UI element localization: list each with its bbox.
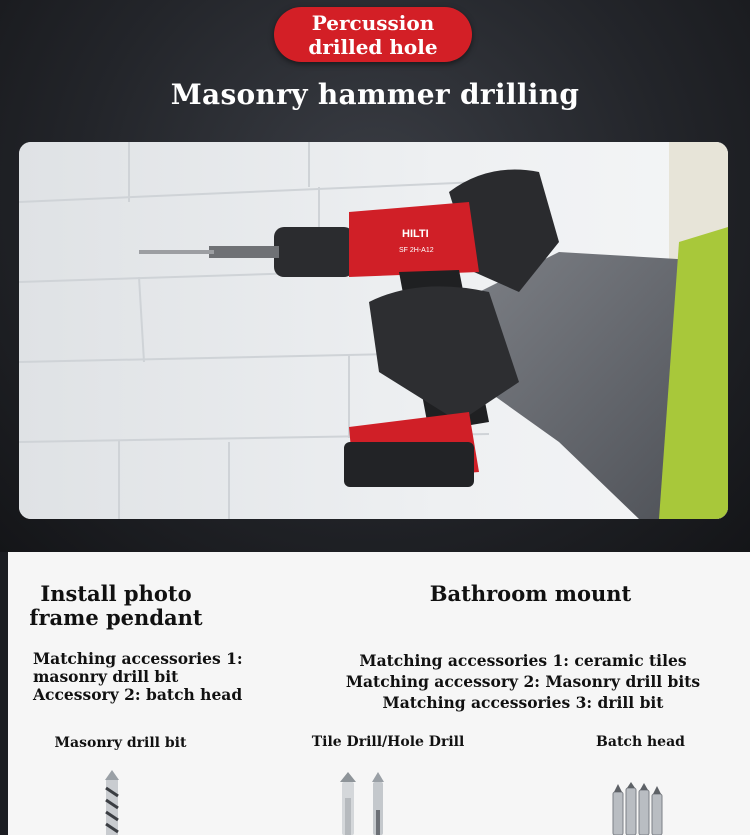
product-label-batch-head: Batch head (596, 734, 685, 750)
batch-head-icon (608, 782, 673, 835)
drill-model-text: SF 2H-A12 (399, 247, 434, 254)
drill-logo-text: HILTI (402, 228, 429, 240)
left-accessory-line: Matching accessories 1: (33, 649, 243, 668)
left-accessory-line: masonry drill bit (33, 667, 179, 686)
tile-drill-icon (338, 770, 393, 835)
badge-line-2: drilled hole (308, 34, 438, 59)
hero-title: Masonry hammer drilling (170, 78, 580, 111)
left-accessory-line: Accessory 2: batch head (33, 685, 243, 704)
masonry-drill-bit-icon (98, 770, 126, 835)
product-label-tile-drill: Tile Drill/Hole Drill (311, 734, 465, 750)
left-title-line-1: Install photo (40, 581, 192, 606)
percussion-badge (274, 7, 472, 62)
product-label-masonry: Masonry drill bit (54, 735, 187, 751)
right-accessory-line: Matching accessory 2: Masonry drill bits (345, 672, 701, 691)
left-accessories (33, 650, 243, 704)
applications-panel (8, 552, 750, 835)
right-accessories (343, 650, 703, 713)
drill-photo (19, 142, 728, 519)
right-accessory-line: Matching accessories 3: drill bit (382, 693, 664, 712)
left-title-line-2: frame pendant (29, 605, 203, 630)
badge-line-1: Percussion (311, 10, 435, 35)
left-panel-title (26, 582, 206, 630)
right-accessory-line: Matching accessories 1: ceramic tiles (359, 651, 687, 670)
right-panel-title: Bathroom mount (429, 581, 632, 606)
